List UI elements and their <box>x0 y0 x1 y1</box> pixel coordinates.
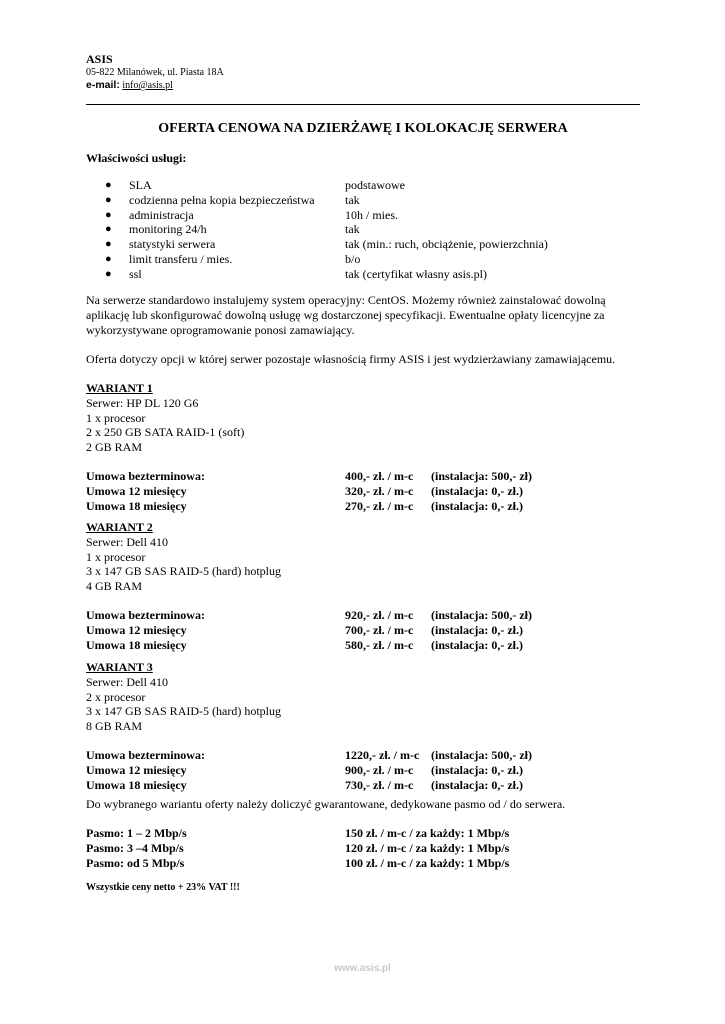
price-installation: (instalacja: 0,- zł.) <box>431 778 523 793</box>
price-row <box>86 763 646 778</box>
list-item <box>86 267 646 282</box>
variant-1 <box>86 381 646 514</box>
bullet-icon: ● <box>105 179 112 191</box>
document-title: OFERTA CENOWA NA DZIERŻAWĘ I KOLOKACJĘ SERWERA <box>158 121 568 136</box>
price-amount: 400,- zł. / m-c <box>345 469 414 484</box>
property-value: tak (certyfikat własny asis.pl) <box>345 266 487 281</box>
price-installation: (instalacja: 0,- zł.) <box>431 638 523 653</box>
price-amount: 920,- zł. / m-c <box>345 608 414 623</box>
list-item <box>86 252 646 267</box>
price-term: Umowa 12 miesięcy <box>86 763 187 778</box>
variant-spec: Serwer: HP DL 120 G6 <box>86 395 199 410</box>
footer-website: www.asis.pl <box>334 963 391 974</box>
bullet-icon: ● <box>105 267 112 280</box>
price-row <box>86 499 646 514</box>
price-row <box>86 608 646 623</box>
price-amount: 1220,- zł. / m-c <box>345 748 420 763</box>
price-amount: 580,- zł. / m-c <box>345 638 414 653</box>
company-address: 05-822 Milanówek, ul. Piasta 18A <box>86 67 224 78</box>
list-item <box>86 237 646 252</box>
ownership-paragraph: Oferta dotyczy opcji w której serwer pozostaje własnością firmy ASIS i jest wydzierżawiany zamawiającemu. <box>86 352 616 366</box>
bandwidth-row <box>86 856 646 871</box>
variant-title: WARIANT 3 <box>86 660 153 674</box>
price-installation: (instalacja: 0,- zł.) <box>431 484 523 499</box>
price-term: Umowa 12 miesięcy <box>86 623 187 638</box>
price-installation: (instalacja: 500,- zł) <box>431 608 532 623</box>
property-name: monitoring 24/h <box>129 222 207 237</box>
property-value: podstawowe <box>345 178 405 192</box>
price-amount: 270,- zł. / m-c <box>345 499 414 514</box>
list-item <box>86 178 646 193</box>
price-installation: (instalacja: 500,- zł) <box>431 469 532 484</box>
bandwidth-row <box>86 841 646 856</box>
email-link[interactable]: info@asis.pl <box>122 80 173 91</box>
company-name: ASIS <box>86 52 113 66</box>
bullet-icon: ● <box>105 223 112 236</box>
bullet-icon: ● <box>105 193 112 206</box>
price-amount: 320,- zł. / m-c <box>345 484 414 499</box>
variant-spec: 2 GB RAM <box>86 440 143 455</box>
list-item <box>86 222 646 237</box>
price-amount: 730,- zł. / m-c <box>345 778 414 793</box>
list-item <box>86 208 646 223</box>
price-table <box>86 469 646 513</box>
header-divider <box>86 104 640 105</box>
bandwidth-range: Pasmo: 1 – 2 Mbp/s <box>86 826 187 840</box>
property-name: SLA <box>129 178 152 192</box>
variant-spec: 8 GB RAM <box>86 719 143 734</box>
price-term: Umowa bezterminowa: <box>86 469 205 484</box>
bandwidth-price: 100 zł. / m-c / za każdy: 1 Mbp/s <box>345 855 510 870</box>
price-amount: 900,- zł. / m-c <box>345 763 414 778</box>
variant-3 <box>86 660 646 793</box>
variant-spec: 2 x procesor <box>86 689 146 704</box>
variant-spec: 3 x 147 GB SAS RAID-5 (hard) hotplug <box>86 564 281 579</box>
property-name: statystyki serwera <box>129 237 216 252</box>
variant-spec: 3 x 147 GB SAS RAID-5 (hard) hotplug <box>86 704 281 719</box>
bandwidth-paragraph: Do wybranego wariantu oferty należy doliczyć gwarantowane, dedykowane pasmo od / do serwera. <box>86 797 566 811</box>
property-value: 10h / mies. <box>345 207 398 222</box>
property-value: b/o <box>345 251 361 266</box>
price-term: Umowa 18 miesięcy <box>86 638 187 653</box>
variant-spec: 1 x procesor <box>86 410 146 425</box>
variant-2 <box>86 520 646 653</box>
price-row <box>86 748 646 763</box>
property-value: tak <box>345 192 360 207</box>
variant-spec: Serwer: Dell 410 <box>86 534 168 549</box>
price-table <box>86 748 646 792</box>
bandwidth-table <box>86 826 646 870</box>
bullet-icon: ● <box>105 238 112 251</box>
list-item <box>86 193 646 208</box>
bandwidth-price: 120 zł. / m-c / za każdy: 1 Mbp/s <box>345 840 510 855</box>
bandwidth-price: 150 zł. / m-c / za każdy: 1 Mbp/s <box>345 826 510 840</box>
company-email <box>86 79 173 91</box>
price-term: Umowa 18 miesięcy <box>86 499 187 514</box>
price-row <box>86 484 646 499</box>
price-installation: (instalacja: 500,- zł) <box>431 748 532 763</box>
price-row <box>86 638 646 653</box>
price-row <box>86 469 646 484</box>
variant-title: WARIANT 1 <box>86 381 153 395</box>
price-amount: 700,- zł. / m-c <box>345 623 414 638</box>
price-term: Umowa bezterminowa: <box>86 748 205 763</box>
property-name: ssl <box>129 266 142 281</box>
variant-spec: Serwer: Dell 410 <box>86 674 168 689</box>
property-name: limit transferu / mies. <box>129 251 233 266</box>
price-installation: (instalacja: 0,- zł.) <box>431 499 523 514</box>
price-installation: (instalacja: 0,- zł.) <box>431 623 523 638</box>
bandwidth-row <box>86 826 646 841</box>
price-row <box>86 778 646 793</box>
price-term: Umowa bezterminowa: <box>86 608 205 623</box>
property-value: tak <box>345 222 360 237</box>
properties-list <box>86 178 646 282</box>
os-paragraph: Na serwerze standardowo instalujemy system operacyjny: CentOS. Możemy również zainstalować dowolną aplikację lub skonfigurować dowolną usługę wg dostarczonej specyfikacji. Ewentualne opłaty licencyjne za wykorzystywane oprogramowanie ponosi zamawiający. <box>86 293 606 337</box>
variant-spec: 2 x 250 GB SATA RAID-1 (soft) <box>86 425 245 440</box>
bullet-icon: ● <box>105 252 112 265</box>
property-name: codzienna pełna kopia bezpieczeństwa <box>129 192 315 207</box>
bandwidth-range: Pasmo: od 5 Mbp/s <box>86 855 185 870</box>
bandwidth-range: Pasmo: 3 –4 Mbp/s <box>86 840 184 855</box>
email-label: e-mail: <box>86 79 120 91</box>
price-table <box>86 608 646 652</box>
bullet-icon: ● <box>105 208 112 221</box>
vat-note: Wszystkie ceny netto + 23% VAT !!! <box>86 882 240 893</box>
variant-spec: 1 x procesor <box>86 549 146 564</box>
price-term: Umowa 18 miesięcy <box>86 778 187 793</box>
price-row <box>86 623 646 638</box>
variant-title: WARIANT 2 <box>86 520 153 534</box>
properties-heading: Właściwości usługi: <box>86 151 187 165</box>
price-installation: (instalacja: 0,- zł.) <box>431 763 523 778</box>
property-value: tak (min.: ruch, obciążenie, powierzchnia) <box>345 237 548 252</box>
price-term: Umowa 12 miesięcy <box>86 484 187 499</box>
property-name: administracja <box>129 207 194 222</box>
variant-spec: 4 GB RAM <box>86 579 143 594</box>
